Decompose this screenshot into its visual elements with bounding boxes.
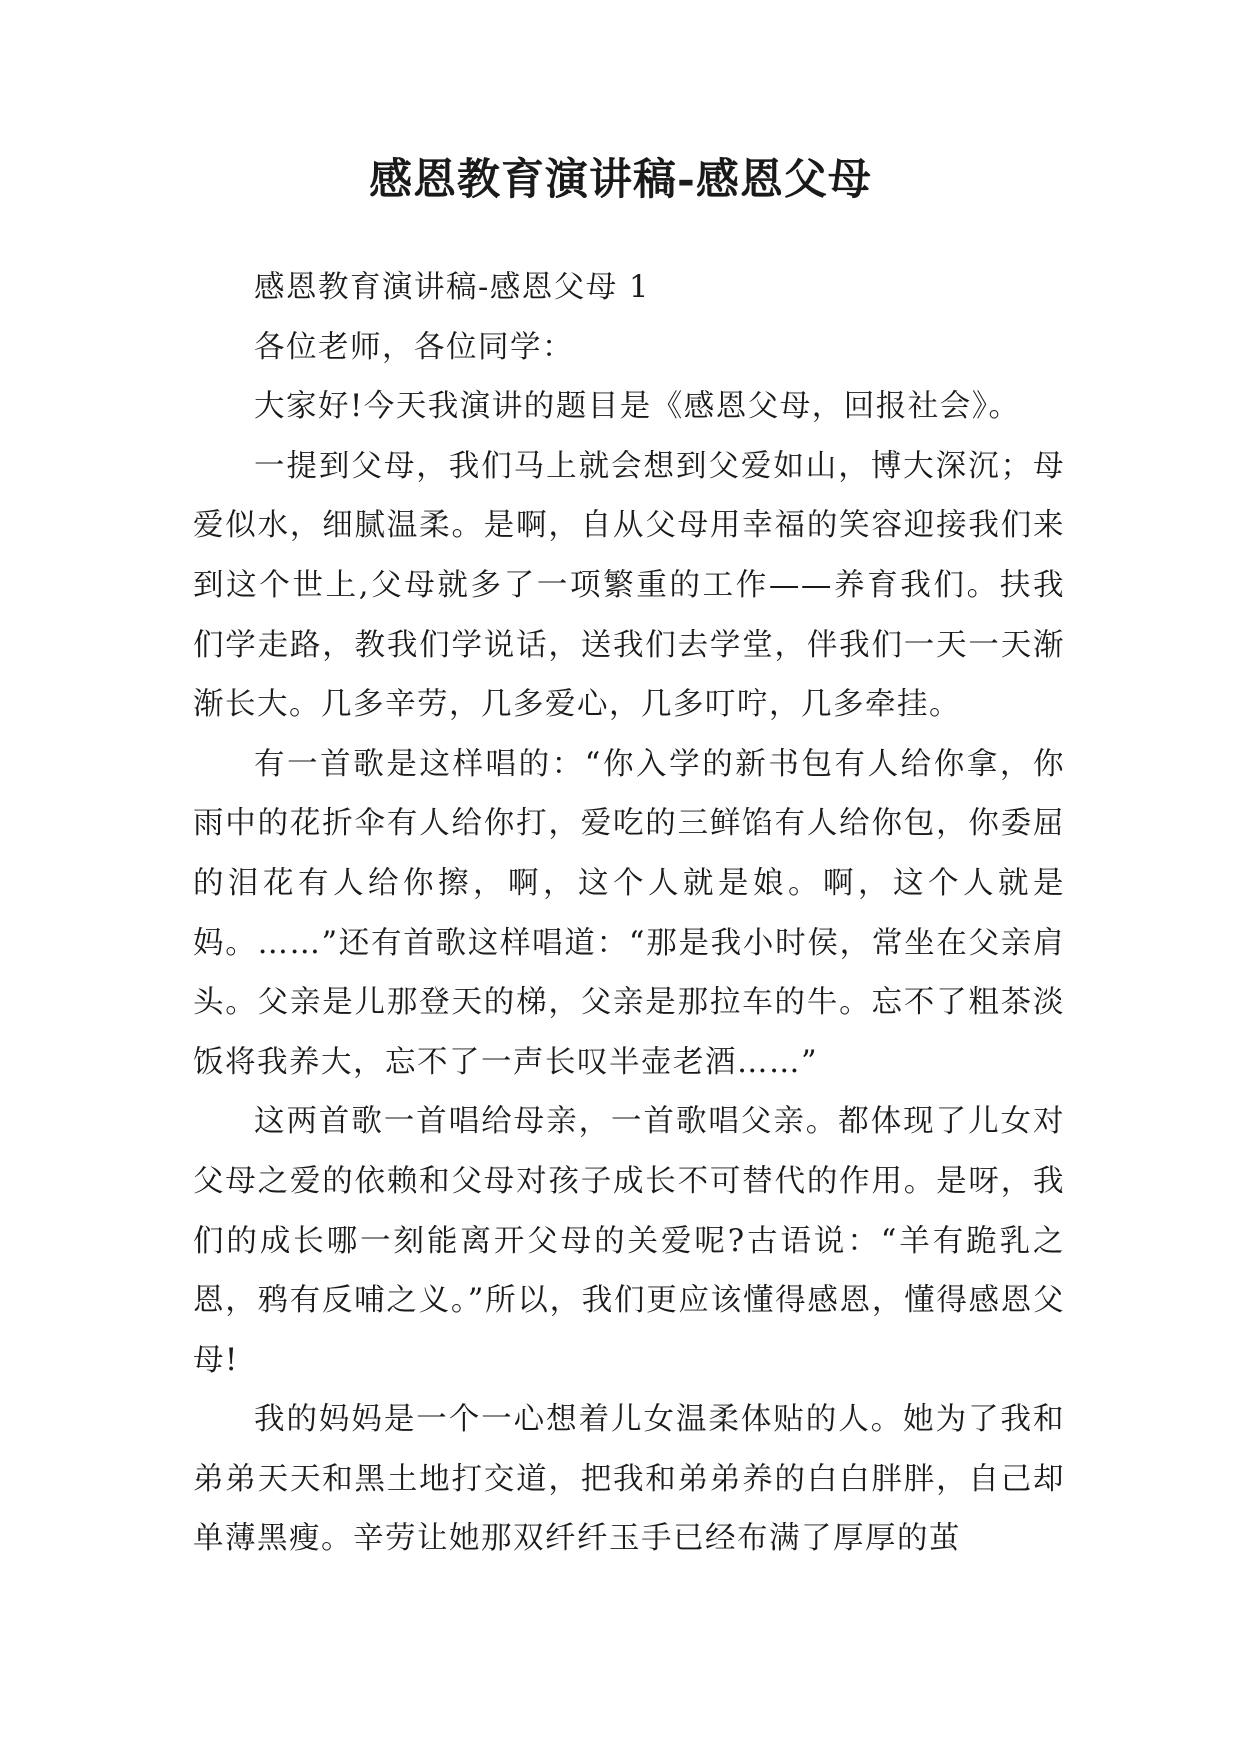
paragraph: 我的妈妈是一个一心想着儿女温柔体贴的人。她为了我和弟弟天天和黑土地打交道，把我和弟弟养的白白胖胖，自己却单薄黑瘦。辛劳让她那双纤纤玉手已经布满了厚厚的茧	[193, 1402, 1065, 1557]
paragraph: 一提到父母，我们马上就会想到父爱如山，博大深沉；母爱似水，细腻温柔。是啊，自从父母用幸福的笑容迎接我们来到这个世上,父母就多了一项繁重的工作——养育我们。扶我们学走路，教我们学说话，送我们去学堂，伴我们一天一天渐渐长大。几多辛劳，几多爱心，几多叮咛，几多牵挂。	[193, 448, 1065, 723]
paragraph: 大家好!今天我演讲的题目是《感恩父母，回报社会》。	[254, 389, 1021, 425]
paragraph: 感恩教育演讲稿-感恩父母 1	[254, 270, 650, 305]
paragraph: 各位老师，各位同学：	[254, 329, 574, 365]
document-body	[193, 258, 1065, 1569]
paragraph: 这两首歌一首唱给母亲，一首歌唱父亲。都体现了儿女对父母之爱的依赖和父母对孩子成长不可替代的作用。是呀，我们的成长哪一刻能离开父母的关爱呢?古语说：“羊有跪乳之恩，鸦有反哺之义。”所以，我们更应该懂得感恩，懂得感恩父母!	[193, 1104, 1065, 1378]
document-title: 感恩教育演讲稿-感恩父母	[369, 155, 872, 205]
paragraph: 有一首歌是这样唱的：“你入学的新书包有人给你拿，你雨中的花折伞有人给你打，爱吃的三鲜馅有人给你包，你委屈的泪花有人给你擦，啊，这个人就是娘。啊，这个人就是妈。……”还有首歌这样唱道：“那是我小时侯，常坐在父亲肩头。父亲是儿那登天的梯，父亲是那拉车的牛。忘不了粗茶淡饭将我养大，忘不了一声长叹半壶老酒……”	[193, 746, 1065, 1080]
